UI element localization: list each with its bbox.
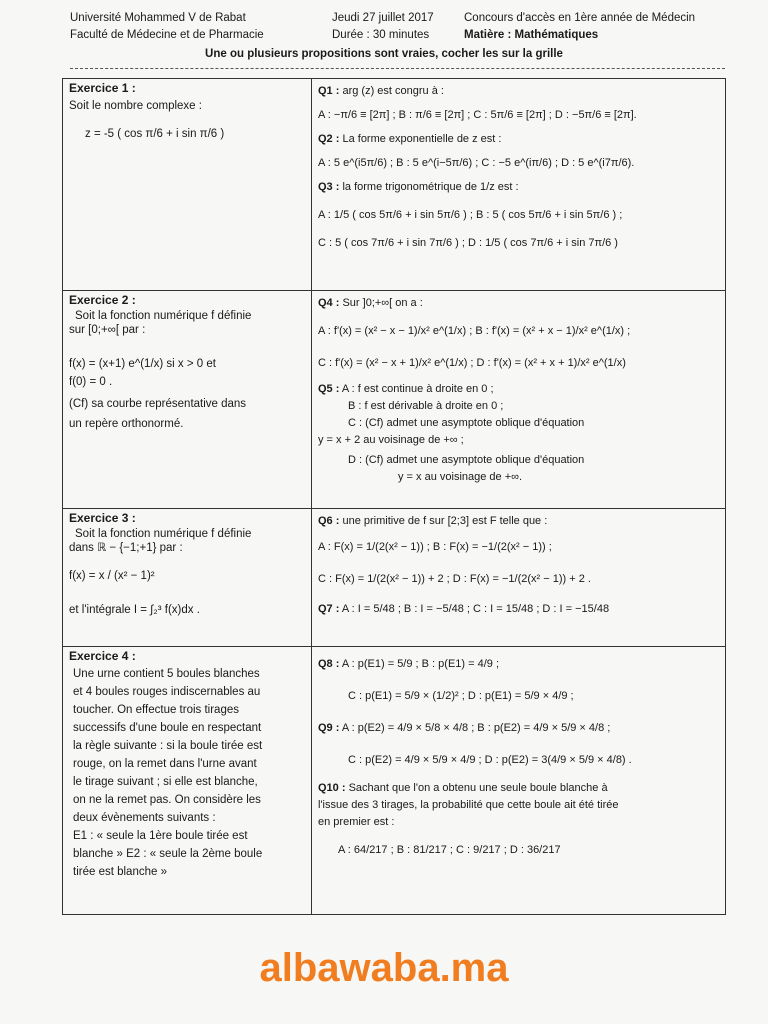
statement-line: tirée est blanche »: [73, 866, 167, 878]
exercise-title: Exercice 1 :: [69, 81, 136, 95]
exercise-title: Exercice 4 :: [69, 649, 136, 663]
exercise-3-questions: [312, 509, 726, 647]
statement-line: (Cf) sa courbe représentative dans: [69, 398, 247, 410]
statement-line: la règle suivante : si la boule tirée est: [73, 740, 263, 752]
question-text: y = x + 2 au voisinage de +∞ ;: [318, 434, 464, 446]
question-options: A : 64/217 ; B : 81/217 ; C : 9/217 ; D : 36/217: [338, 844, 561, 856]
question-text: A : p(E2) = 4/9 × 5/8 × 4/8 ; B : p(E2) = 4/9 × 5/9 × 4/8 ;: [341, 722, 611, 734]
exercise-title: Exercice 2 :: [69, 293, 136, 307]
exam-date: Jeudi 27 juillet 2017: [332, 12, 434, 24]
watermark-text: albawaba.ma: [259, 946, 509, 990]
statement-line: f(x) = (x+1) e^(1/x) si x > 0 et: [69, 358, 216, 370]
question-text: une primitive de f sur [2;3] est F telle que :: [342, 515, 548, 527]
exercise-row-1: [63, 79, 726, 291]
statement-line: et l'intégrale I = ∫₂³ f(x)dx .: [69, 604, 200, 616]
statement-line: blanche » E2 : « seule la 2ème boule: [73, 848, 263, 860]
question-text: A : f est continue à droite en 0 ;: [341, 383, 494, 395]
statement-line: toucher. On effectue trois tirages: [73, 704, 239, 716]
question-text: C : p(E2) = 4/9 × 5/9 × 4/9 ; D : p(E2) = 3(4/9 × 5/9 × 4/8) .: [348, 754, 632, 766]
university-name: Université Mohammed V de Rabat: [70, 12, 246, 24]
question-options: A : 5 e^(i5π/6) ; B : 5 e^(i−5π/6) ; C : −5 e^(iπ/6) ; D : 5 e^(i7π/6).: [318, 157, 635, 169]
question-text: en premier est :: [318, 816, 395, 828]
question-text: la forme trigonométrique de 1/z est :: [342, 181, 519, 193]
statement-line: successifs d'une boule en respectant: [73, 722, 262, 734]
statement-line: et 4 boules rouges indiscernables au: [73, 686, 261, 698]
question-label-q8: Q8 :: [318, 658, 340, 670]
exam-duration: Durée : 30 minutes: [332, 29, 430, 41]
subject-title: Matière : Mathématiques: [464, 29, 599, 41]
question-options: A : F(x) = 1/(2(x² − 1)) ; B : F(x) = −1/(2(x² − 1)) ;: [318, 541, 552, 553]
question-text: D : (Cf) admet une asymptote oblique d'équation: [348, 454, 585, 466]
exercise-4-questions: [312, 647, 726, 915]
statement-formula: z = -5 ( cos π/6 + i sin π/6 ): [85, 128, 225, 140]
question-label-q5: Q5 :: [318, 383, 340, 395]
statement-line: Soit le nombre complexe :: [69, 100, 202, 112]
question-options: C : F(x) = 1/(2(x² − 1)) + 2 ; D : F(x) = −1/(2(x² − 1)) + 2 .: [318, 573, 591, 585]
question-text: l'issue des 3 tirages, la probabilité que cette boule ait été tirée: [318, 799, 619, 811]
statement-line: f(0) = 0 .: [69, 376, 113, 388]
exercise-row-4: [63, 647, 726, 915]
statement-line: Soit la fonction numérique f définie: [75, 528, 252, 540]
faculty-name: Faculté de Médecine et de Pharmacie: [70, 29, 264, 41]
question-text: Sachant que l'on a obtenu une seule boule blanche à: [348, 782, 608, 794]
question-label-q6: Q6 :: [318, 515, 340, 527]
instructions: Une ou plusieurs propositions sont vraies, cocher les sur la grille: [205, 48, 563, 60]
question-options: C : f'(x) = (x² − x + 1)/x² e^(1/x) ; D : f'(x) = (x² + x + 1)/x² e^(1/x): [318, 357, 626, 369]
question-options: A : 1/5 ( cos 5π/6 + i sin 5π/6 ) ; B : 5 ( cos 5π/6 + i sin 5π/6 ) ;: [318, 209, 623, 221]
statement-line: un repère orthonormé.: [69, 418, 184, 430]
question-text: A : p(E1) = 5/9 ; B : p(E1) = 4/9 ;: [341, 658, 499, 670]
exercise-title: Exercice 3 :: [69, 511, 136, 525]
question-text: B : f est dérivable à droite en 0 ;: [348, 400, 504, 412]
statement-line: Soit la fonction numérique f définie: [75, 310, 252, 322]
statement-line: E1 : « seule la 1ère boule tirée est: [73, 830, 248, 842]
exercise-row-2: [63, 291, 726, 509]
statement-line: le tirage suivant ; si elle est blanche,: [73, 776, 258, 788]
exercise-4-statement: [63, 647, 312, 915]
exercise-2-questions: [312, 291, 726, 509]
question-text: A : I = 5/48 ; B : I = −5/48 ; C : I = 15/48 ; D : I = −15/48: [341, 603, 610, 615]
question-text: La forme exponentielle de z est :: [342, 133, 502, 145]
statement-line: on ne la remet pas. On considère les: [73, 794, 261, 806]
question-label-q4: Q4 :: [318, 297, 340, 309]
question-label-q10: Q10 :: [318, 782, 346, 794]
question-label-q1: Q1 :: [318, 85, 340, 97]
statement-line: rouge, on la remet dans l'urne avant: [73, 758, 257, 770]
question-text: C : p(E1) = 5/9 × (1/2)² ; D : p(E1) = 5/9 × 4/9 ;: [348, 690, 574, 702]
exercise-2-statement: [63, 291, 312, 509]
question-text: C : (Cf) admet une asymptote oblique d'équation: [348, 417, 585, 429]
exercise-1-statement: [63, 79, 312, 291]
question-label-q3: Q3 :: [318, 181, 340, 193]
statement-line: dans ℝ − {−1;+1} par :: [69, 542, 183, 554]
question-label-q7: Q7 :: [318, 603, 340, 615]
statement-formula: f(x) = x / (x² − 1)²: [69, 570, 155, 582]
separator-line: [70, 68, 725, 69]
contest-title: Concours d'accès en 1ère année de Médecin: [464, 12, 696, 24]
question-text: Sur ]0;+∞[ on a :: [342, 297, 423, 309]
question-options: C : 5 ( cos 7π/6 + i sin 7π/6 ) ; D : 1/5 ( cos 7π/6 + i sin 7π/6 ): [318, 237, 618, 249]
question-options: A : f'(x) = (x² − x − 1)/x² e^(1/x) ; B : f'(x) = (x² + x − 1)/x² e^(1/x) ;: [318, 325, 631, 337]
question-text: arg (z) est congru à :: [342, 85, 444, 97]
question-text: y = x au voisinage de +∞.: [398, 471, 523, 483]
exercise-3-statement: [63, 509, 312, 647]
statement-line: Une urne contient 5 boules blanches: [73, 668, 260, 680]
question-options: A : −π/6 ≡ [2π] ; B : π/6 ≡ [2π] ; C : 5π/6 ≡ [2π] ; D : −5π/6 ≡ [2π].: [318, 109, 637, 121]
question-label-q9: Q9 :: [318, 722, 340, 734]
statement-line: deux évènements suivants :: [73, 812, 216, 824]
question-label-q2: Q2 :: [318, 133, 340, 145]
statement-line: sur [0;+∞[ par :: [69, 324, 146, 336]
exercise-1-questions: [312, 79, 726, 291]
exercise-grid: [62, 78, 726, 915]
exercise-row-3: [63, 509, 726, 647]
exam-header: [70, 10, 738, 46]
